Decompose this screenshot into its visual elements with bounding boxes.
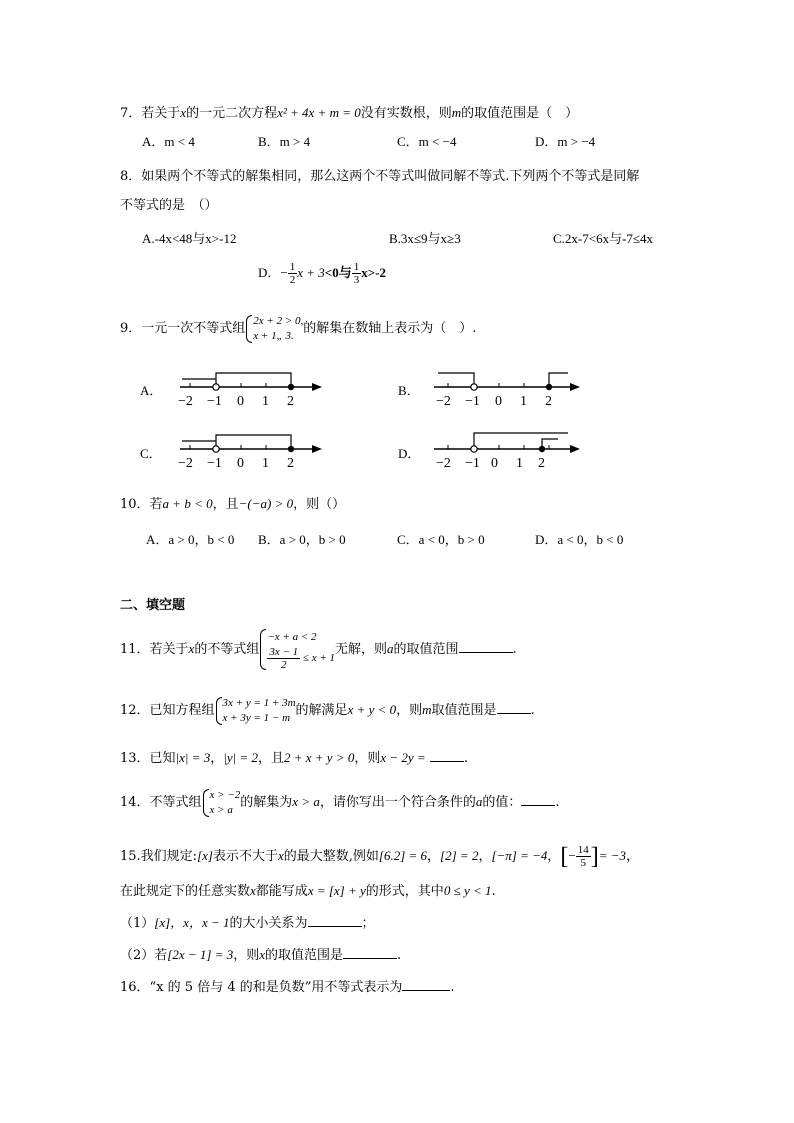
q8-option-c: C.2x-7<6x与-7≤4x bbox=[553, 231, 654, 246]
tick-label: 0 bbox=[495, 394, 502, 409]
q15-sub2-answer-blank[interactable] bbox=[343, 946, 397, 959]
q7-option-d: D．m > −4 bbox=[535, 134, 596, 149]
tick-label: −1 bbox=[465, 456, 480, 471]
q9-number-line-a bbox=[170, 365, 330, 413]
q9-option-a-label: A． bbox=[140, 383, 163, 398]
q13-stem: 13．已知|x| = 3，|y| = 2，且2 + x + y > 0，则x − 2y = . bbox=[120, 750, 468, 766]
q16-answer-blank[interactable] bbox=[402, 978, 450, 991]
q7-stem: 7．若关于x的一元二次方程x² + 4x + m = 0没有实数根，则m的取值范围是（ ） bbox=[120, 105, 579, 121]
q11-system: −x + a < 2 $\frac{3x - 1}{2}$ ≤ x + 1 bbox=[259, 628, 335, 671]
tick-label: 0 bbox=[237, 394, 244, 409]
q13-answer-blank[interactable] bbox=[430, 749, 464, 762]
section-title-fill-in: 二、填空题 bbox=[120, 598, 186, 613]
q7-option-a: A．m < 4 bbox=[142, 134, 195, 149]
q14-system: x > −2 x > a bbox=[202, 788, 241, 818]
q8-stem-line1: 8．如果两个不等式的解集相同，那么这两个不等式叫做同解不等式.下列两个不等式是同解 bbox=[120, 169, 640, 184]
tick-label: 1 bbox=[262, 456, 269, 471]
tick-label: 0 bbox=[491, 456, 498, 471]
q11-stem: 11．若关于x的不等式组 −x + a < 2 $\frac{3x - 1}{2}$ ≤ x + 1 无解，则a的取值范围 . bbox=[120, 620, 517, 679]
q7-option-b: B．m > 4 bbox=[258, 134, 311, 149]
q14-answer-blank[interactable] bbox=[521, 793, 555, 806]
tick-label: −2 bbox=[436, 456, 451, 471]
q15-sub2: （2）若[2x − 1] = 3，则x的取值范围是 . bbox=[120, 947, 402, 963]
tick-label: 2 bbox=[287, 456, 294, 471]
q10-option-d: D．a < 0，b < 0 bbox=[535, 532, 624, 547]
q9-option-b-label: B． bbox=[398, 383, 420, 398]
tick-label: 2 bbox=[545, 394, 552, 409]
q12-system: 3x + y = 1 + 3m x + 3y = 1 − m bbox=[215, 696, 296, 726]
tick-label: −2 bbox=[178, 394, 193, 409]
q11-answer-blank[interactable] bbox=[459, 640, 513, 653]
q7-option-c: C．m < −4 bbox=[397, 134, 457, 149]
tick-label: −2 bbox=[436, 394, 451, 409]
q15-sub1: （1）[x]，x，x − 1的大小关系为 ； bbox=[120, 915, 375, 931]
tick-label: 1 bbox=[262, 394, 269, 409]
tick-label: 2 bbox=[538, 456, 545, 471]
q10-option-a: A．a > 0，b < 0 bbox=[146, 532, 235, 547]
q8-option-b: B.3x≤9与x≥3 bbox=[389, 231, 461, 246]
q12-stem: 12．已知方程组 3x + y = 1 + 3m x + 3y = 1 − m 的解满足x + y < 0，则m取值范围是 . bbox=[120, 696, 535, 724]
q15-sub1-answer-blank[interactable] bbox=[308, 914, 362, 927]
tick-label: 1 bbox=[516, 456, 523, 471]
q9-number-line-d bbox=[428, 427, 588, 475]
q8-option-d: D．− $\frac{1}{2}$ x + 3<0与 $\frac{1}{3}$ x>-2 bbox=[258, 261, 386, 286]
q9-option-d-label: D． bbox=[398, 446, 421, 461]
tick-label: 1 bbox=[520, 394, 527, 409]
q10-option-c: C．a < 0，b > 0 bbox=[397, 532, 485, 547]
tick-label: −2 bbox=[178, 456, 193, 471]
q9-stem: 9．一元一次不等式组 2x + 2 > 0, x + 1„ 3. 的解集在数轴上表示为（ ）. bbox=[120, 314, 477, 342]
tick-label: −1 bbox=[465, 394, 480, 409]
q15-line1: 15.我们规定:[x]表示不大于x的最大整数,例如[6.2] = 6，[2] = 2，[−π] = −4，[− $\frac{14}{5}$ ]= −3， bbox=[120, 843, 640, 870]
tick-label: 0 bbox=[237, 456, 244, 471]
tick-label: −1 bbox=[207, 456, 222, 471]
q16-stem: 16．“x 的 5 倍与 4 的和是负数”用不等式表示为 . bbox=[120, 980, 455, 995]
q9-option-c-label: C． bbox=[140, 446, 162, 461]
q14-stem: 14．不等式组 x > −2 x > a 的解集为x > a，请你写出一个符合条件的a的值： . bbox=[120, 788, 560, 816]
q8-stem-line2: 不等式的是 （） bbox=[120, 198, 218, 213]
q12-answer-blank[interactable] bbox=[497, 701, 531, 714]
q9-number-line-b bbox=[428, 365, 588, 413]
tick-label: 2 bbox=[287, 394, 294, 409]
q10-stem: 10．若a + b < 0，且−(−a) > 0，则（） bbox=[120, 496, 346, 512]
q9-number-line-c bbox=[170, 427, 330, 475]
q9-system: 2x + 2 > 0, x + 1„ 3. bbox=[245, 314, 303, 344]
q8-option-a: A.-4x<48与x>-12 bbox=[142, 231, 237, 246]
tick-label: −1 bbox=[207, 394, 222, 409]
q10-option-b: B．a > 0，b > 0 bbox=[258, 532, 346, 547]
q15-line2: 在此规定下的任意实数x都能写成x = [x] + y的形式，其中0 ≤ y < 1. bbox=[120, 883, 496, 899]
